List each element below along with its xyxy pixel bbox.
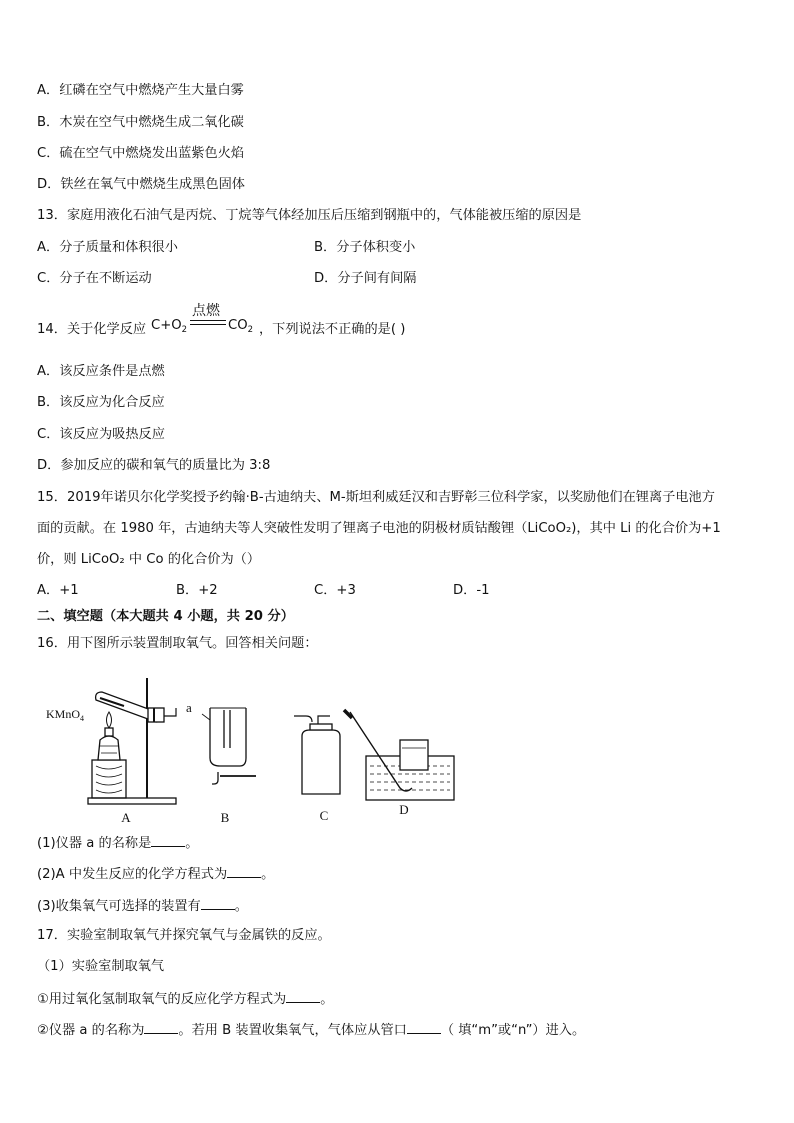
q15-option-a: A．+1 (37, 583, 79, 598)
apparatus-a (46, 678, 176, 825)
q14-reactants-text: C+O (151, 318, 182, 333)
q12-option-c: C．硫在空气中燃烧发出蓝紫色火焰 (37, 146, 245, 161)
answer-blank[interactable] (201, 897, 235, 910)
q13-stem: 13．家庭用液化石油气是丙烷、丁烷等气体经加压后压缩到钢瓶中的，气体能被压缩的原因是 (37, 208, 582, 223)
q16-part3 (37, 897, 248, 915)
q16-part2-end: 。 (261, 867, 275, 882)
q16-part3-text: (3)收集氧气可选择的装置有 (37, 899, 201, 914)
q14-option-a: A．该反应条件是点燃 (37, 364, 165, 379)
q17-step1 (37, 990, 333, 1008)
q14-stem (37, 304, 457, 344)
reagent-label: KMnO$_4$ (46, 707, 85, 723)
q17-step2-text-a: ②仪器 a 的名称为 (37, 1023, 145, 1038)
q14-equals-sign (190, 320, 226, 325)
q16-part1-text: (1)仪器 a 的名称是 (37, 836, 152, 851)
q17-stem: 17．实验室制取氧气并探究氧气与金属铁的反应。 (37, 928, 331, 943)
answer-blank[interactable] (407, 1021, 441, 1034)
apparatus-figure (44, 670, 484, 830)
q14-prefix: 14．关于化学反应 (37, 322, 147, 337)
answer-blank[interactable] (144, 1021, 178, 1034)
q13-option-b: B．分子体积变小 (314, 240, 416, 255)
q14-condition: 点燃 (192, 303, 220, 319)
answer-blank[interactable] (227, 865, 261, 878)
section-title: 二、填空题（本大题共 4 小题，共 20 分） (37, 609, 294, 624)
q14-co-subscript: 2 (247, 325, 254, 335)
label-c: C (319, 808, 329, 823)
q15-option-c: C．+3 (314, 583, 356, 598)
q17-step2 (37, 1021, 585, 1039)
q15-option-d: D．-1 (453, 583, 490, 598)
q13-option-c: C．分子在不断运动 (37, 271, 152, 286)
q14-reactants (151, 318, 187, 335)
q14-product (228, 318, 253, 335)
apparatus-d (344, 710, 454, 817)
answer-blank[interactable] (151, 834, 185, 847)
apparatus-c (294, 716, 340, 823)
q14-option-c: C．该反应为吸热反应 (37, 427, 165, 442)
q14-option-b: B．该反应为化合反应 (37, 395, 165, 410)
apparatus-b (186, 700, 256, 825)
q16-part2 (37, 865, 274, 883)
q17-part1-title: （1）实验室制取氧气 (37, 959, 165, 974)
q12-option-b: B．木炭在空气中燃烧生成二氧化碳 (37, 115, 244, 130)
q12-option-d: D．铁丝在氧气中燃烧生成黑色固体 (37, 177, 245, 192)
q13-option-d: D．分子间有间隔 (314, 271, 417, 286)
q16-part3-end: 。 (234, 899, 248, 914)
q12-option-a: A．红磷在空气中燃烧产生大量白雾 (37, 83, 244, 98)
label-a: A (121, 810, 131, 825)
q15-stem-line1: 15．2019年诺贝尔化学奖授予约翰·B-古迪纳夫、M-斯坦利威廷汉和吉野彰三位科学家，以奖励他们在锂离子电池方 (37, 490, 715, 505)
q13-option-a: A．分子质量和体积很小 (37, 240, 178, 255)
q15-stem-line3: 价，则 LiCoO₂ 中 Co 的化合价为（） (37, 552, 261, 567)
q17-step2-text-b: 。若用 B 装置收集氧气，气体应从管口 (178, 1023, 407, 1038)
answer-blank[interactable] (286, 990, 320, 1003)
q14-suffix: ，下列说法不正确的是( ) (259, 322, 406, 337)
q17-step2-text-c: （ 填“m”或“n”）进入。 (440, 1023, 586, 1038)
q14-o-subscript: 2 (181, 325, 188, 335)
q16-stem: 16．用下图所示装置制取氧气。回答相关问题： (37, 636, 318, 651)
q17-step1-text: ①用过氧化氢制取氧气的反应化学方程式为 (37, 992, 287, 1007)
q17-step1-end: 。 (320, 992, 334, 1007)
label-d: D (399, 802, 409, 817)
q15-stem-line2: 面的贡献。在 1980 年，古迪纳夫等人突破性发明了锂离子电池的阴极材质钴酸锂（LiCoO₂)，其中 Li 的化合价为+1 (37, 521, 721, 536)
label-b: B (220, 810, 230, 825)
q15-option-b: B．+2 (176, 583, 218, 598)
instrument-a-label: a (186, 700, 192, 715)
q14-option-d: D．参加反应的碳和氧气的质量比为 3:8 (37, 458, 271, 473)
q16-part1-end: 。 (185, 836, 199, 851)
q16-part1 (37, 834, 198, 852)
q16-part2-text: (2)A 中发生反应的化学方程式为 (37, 867, 228, 882)
q14-product-text: CO (228, 318, 248, 333)
